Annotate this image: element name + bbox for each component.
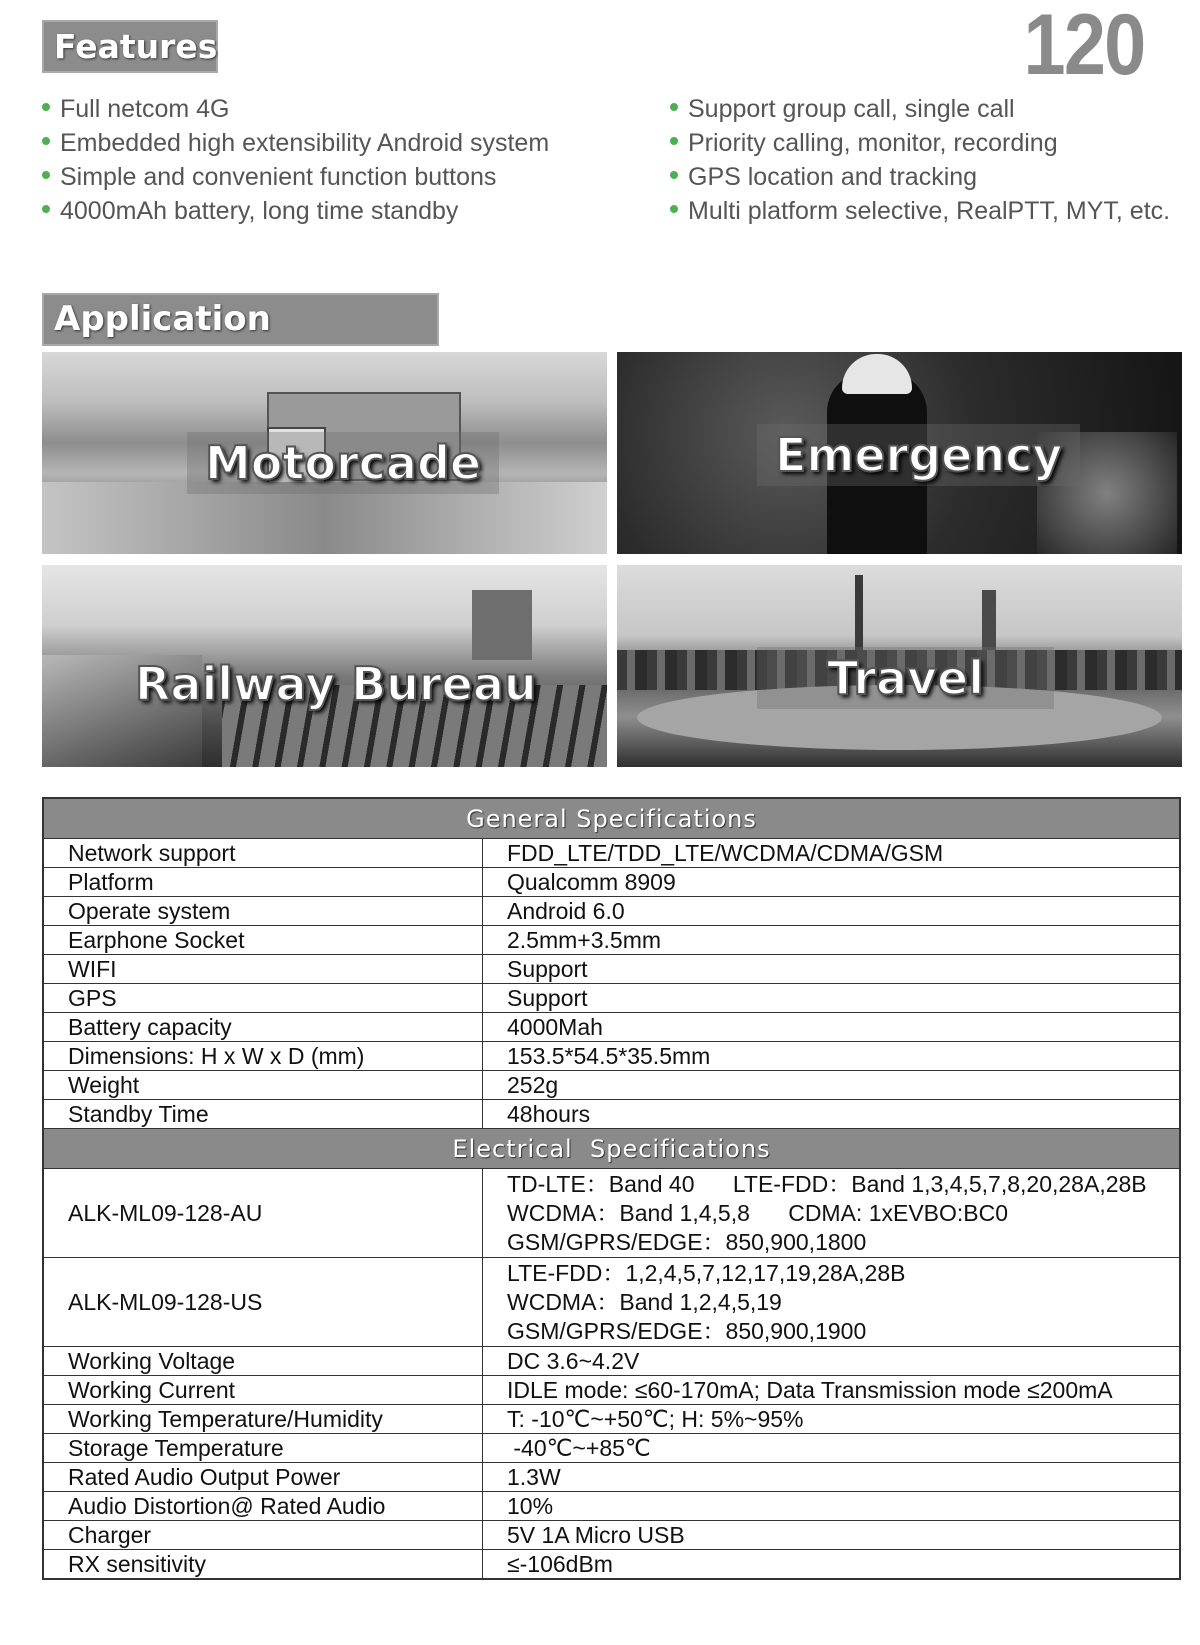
spec-label: Charger: [43, 1521, 483, 1550]
band-line: WCDMA：Band 1,2,4,5,19: [507, 1288, 782, 1315]
feature-text: Multi platform selective, RealPTT, MYT, etc.: [688, 197, 1171, 225]
spec-label: Platform: [43, 868, 483, 897]
application-heading: Application: [42, 293, 439, 346]
table-row: [43, 868, 1180, 897]
spec-label: GPS: [43, 984, 483, 1013]
feature-text: GPS location and tracking: [688, 163, 978, 191]
spec-value: 2.5mm+3.5mm: [483, 926, 1181, 955]
table-row: [43, 1376, 1180, 1405]
feature-item: [42, 194, 549, 228]
electrical-spec-header-row: [43, 1129, 1180, 1169]
bullet-icon: [42, 103, 50, 111]
spec-label: Network support: [43, 839, 483, 868]
spec-value: Support: [483, 984, 1181, 1013]
bullet-icon: [42, 205, 50, 213]
table-row: [43, 1521, 1180, 1550]
general-spec-heading: General Specifications: [43, 798, 1180, 839]
scene-label-railway: Railway Bureau: [135, 657, 537, 711]
spec-value: 252g: [483, 1071, 1181, 1100]
model-number: 120: [1023, 0, 1144, 93]
table-row: [43, 1550, 1180, 1580]
feature-item: [670, 160, 1170, 194]
spec-value: 48hours: [483, 1100, 1181, 1129]
spec-label: Earphone Socket: [43, 926, 483, 955]
spec-label: Storage Temperature: [43, 1434, 483, 1463]
bullet-icon: [670, 137, 678, 145]
scene-railway-image: [42, 565, 607, 767]
bullet-icon: [670, 171, 678, 179]
table-row: [43, 1071, 1180, 1100]
band-line: LTE-FDD：1,2,4,5,7,12,17,19,28A,28B: [507, 1259, 906, 1286]
spec-value: -40℃~+85℃: [483, 1434, 1181, 1463]
feature-text: Simple and convenient function buttons: [60, 163, 497, 191]
helmet-shape: [842, 354, 912, 394]
table-row: [43, 1258, 1180, 1347]
spec-value: 5V 1A Micro USB: [483, 1521, 1181, 1550]
table-row: [43, 955, 1180, 984]
table-row: [43, 1100, 1180, 1129]
spec-value: 4000Mah: [483, 1013, 1181, 1042]
bullet-icon: [670, 103, 678, 111]
table-row: [43, 984, 1180, 1013]
scene-motorcade-image: [42, 352, 607, 554]
feature-item: [670, 126, 1170, 160]
table-row: [43, 1492, 1180, 1521]
table-row: [43, 1013, 1180, 1042]
feature-item: [42, 92, 549, 126]
bullet-icon: [42, 171, 50, 179]
spec-label: Standby Time: [43, 1100, 483, 1129]
band-line: GSM/GPRS/EDGE：850,900,1800: [507, 1228, 867, 1255]
features-heading: Features: [42, 20, 218, 73]
table-row: [43, 1463, 1180, 1492]
spec-label: Working Voltage: [43, 1347, 483, 1376]
feature-item: [42, 126, 549, 160]
table-row: [43, 1434, 1180, 1463]
spec-value: FDD_LTE/TDD_LTE/WCDMA/CDMA/GSM: [483, 839, 1181, 868]
spec-value: 10%: [483, 1492, 1181, 1521]
table-row: [43, 1405, 1180, 1434]
scene-label-travel: Travel: [757, 647, 1054, 709]
scene-label-emergency: Emergency: [757, 424, 1080, 486]
feature-text: Embedded high extensibility Android system: [60, 129, 550, 157]
table-row: [43, 897, 1180, 926]
table-row: [43, 1042, 1180, 1071]
table-row: [43, 926, 1180, 955]
table-row: [43, 1347, 1180, 1376]
spec-label: Battery capacity: [43, 1013, 483, 1042]
specifications-table: [42, 797, 1181, 1580]
feature-text: Full netcom 4G: [60, 95, 230, 123]
spec-value: IDLE mode: ≤60-170mA; Data Transmission mode ≤200mA: [483, 1376, 1181, 1405]
spec-value: Qualcomm 8909: [483, 868, 1181, 897]
feature-text: 4000mAh battery, long time standby: [60, 197, 459, 225]
feature-text: Support group call, single call: [688, 95, 1015, 123]
band-model-label: ALK-ML09-128-US: [43, 1258, 483, 1347]
scene-label-motorcade: Motorcade: [187, 432, 499, 494]
features-list-right: [670, 92, 1170, 228]
spec-label: Dimensions: H x W x D (mm): [43, 1042, 483, 1071]
table-row: [43, 1169, 1180, 1258]
feature-text: Priority calling, monitor, recording: [688, 129, 1058, 157]
building-shape: [472, 590, 532, 660]
spec-value: 153.5*54.5*35.5mm: [483, 1042, 1181, 1071]
band-values: [483, 1258, 1181, 1347]
bullet-icon: [670, 205, 678, 213]
band-line: GSM/GPRS/EDGE：850,900,1900: [507, 1317, 867, 1344]
feature-item: [670, 194, 1170, 228]
spec-value: Android 6.0: [483, 897, 1181, 926]
band-values: [483, 1169, 1181, 1258]
spec-label: Working Temperature/Humidity: [43, 1405, 483, 1434]
spec-label: WIFI: [43, 955, 483, 984]
spec-label: RX sensitivity: [43, 1550, 483, 1580]
band-model-label: ALK-ML09-128-AU: [43, 1169, 483, 1258]
general-spec-header-row: [43, 798, 1180, 839]
spec-value: 1.3W: [483, 1463, 1181, 1492]
band-line: TD-LTE：Band 40 LTE-FDD：Band 1,3,4,5,7,8,20,28A,28B: [507, 1170, 1147, 1197]
scene-emergency-image: [617, 352, 1182, 554]
spec-value: ≤-106dBm: [483, 1550, 1181, 1580]
spec-value: DC 3.6~4.2V: [483, 1347, 1181, 1376]
bullet-icon: [42, 137, 50, 145]
spec-label: Rated Audio Output Power: [43, 1463, 483, 1492]
table-row: [43, 839, 1180, 868]
electrical-spec-heading: Electrical Specifications: [43, 1129, 1180, 1169]
feature-item: [42, 160, 549, 194]
spec-label: Operate system: [43, 897, 483, 926]
band-line: WCDMA：Band 1,4,5,8 CDMA: 1xEVBO:BC0: [507, 1199, 1009, 1226]
spec-label: Weight: [43, 1071, 483, 1100]
spec-value: Support: [483, 955, 1181, 984]
scene-travel-image: [617, 565, 1182, 767]
features-list-left: [42, 92, 549, 228]
feature-item: [670, 92, 1170, 126]
spec-label: Audio Distortion@ Rated Audio: [43, 1492, 483, 1521]
spec-label: Working Current: [43, 1376, 483, 1405]
spec-value: T: -10℃~+50℃; H: 5%~95%: [483, 1405, 1181, 1434]
